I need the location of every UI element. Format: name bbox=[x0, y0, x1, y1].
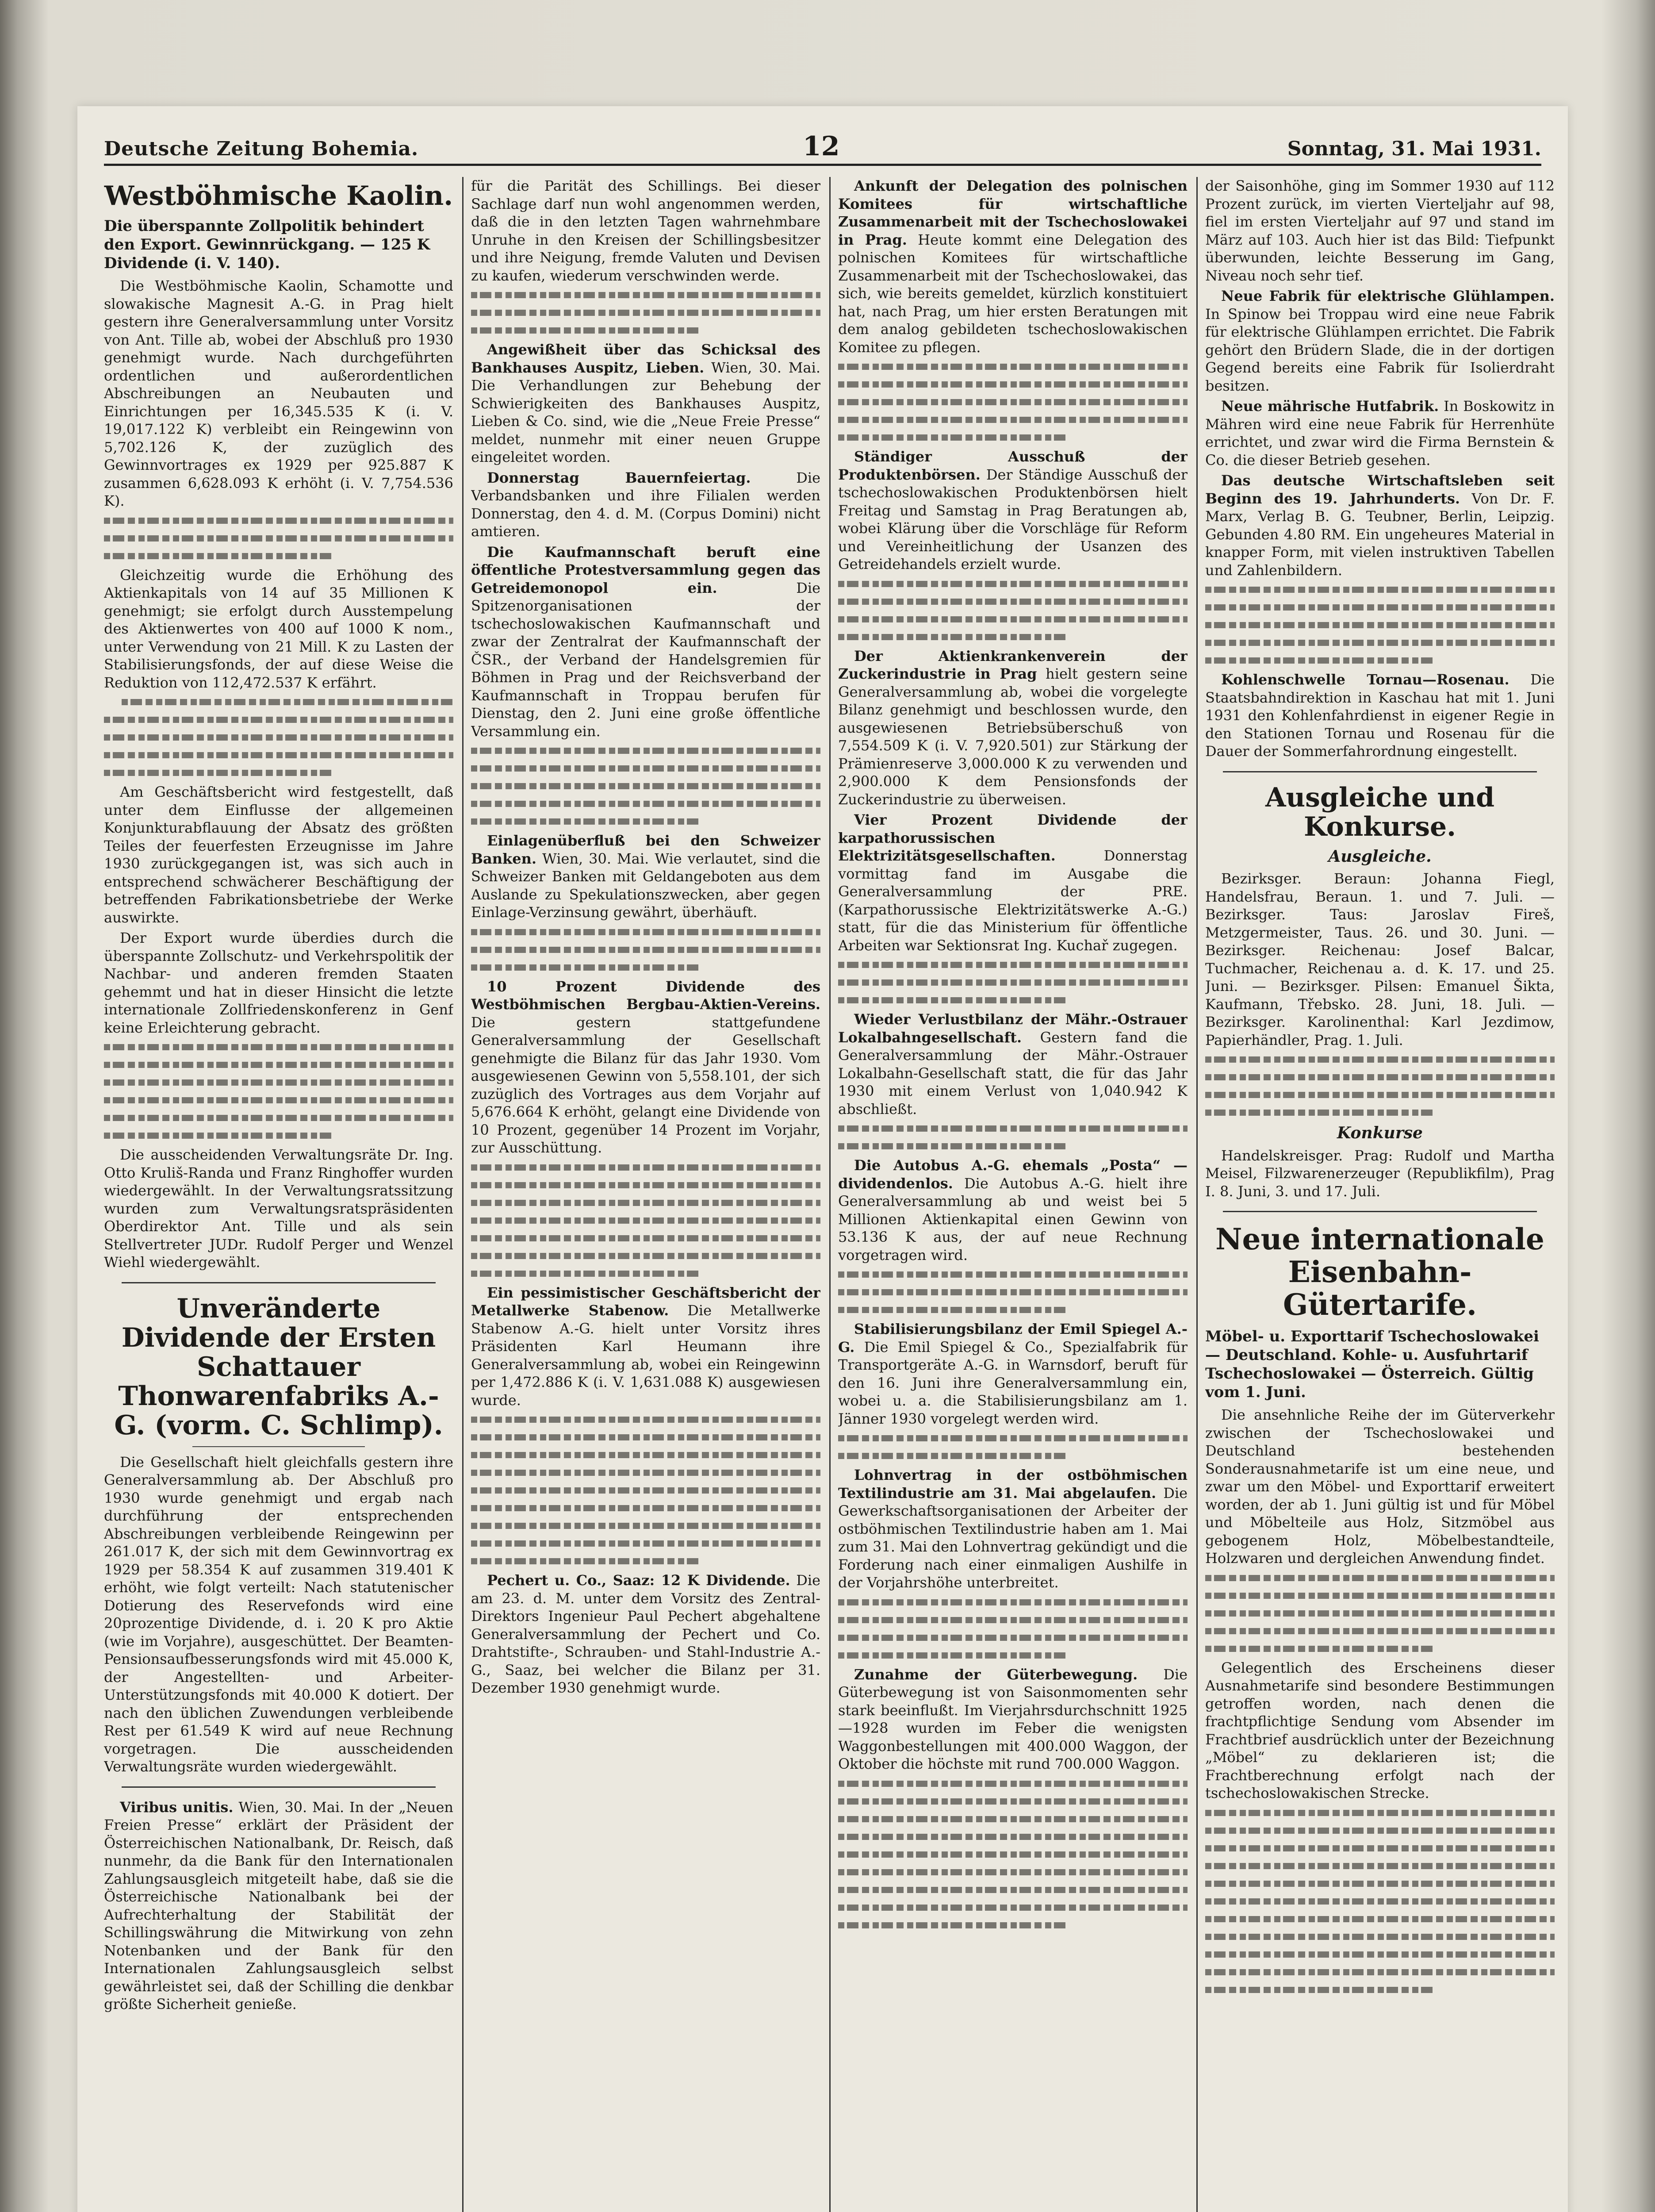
column-rule bbox=[462, 177, 464, 2212]
text-line bbox=[1205, 1105, 1555, 1120]
article-text: Die Emil Spiegel & Co., Spezialfabrik für Transportgeräte A.-G. in Warnsdorf, beruft für den 16. Juni ihre Generalversammlung ein, wobei u. a. die Stabilisierungsbilanz am 1. Jänner 1930 vorgelegt werden wird. bbox=[838, 1338, 1188, 1427]
text-line bbox=[471, 1248, 820, 1263]
text-line bbox=[838, 1648, 1188, 1663]
text-line bbox=[838, 957, 1188, 972]
newspaper-page bbox=[77, 106, 1568, 2212]
article-lead: Lohnvertrag in der ostböhmischen Textilindustrie am 31. Mai abgelaufen. bbox=[838, 1467, 1188, 1502]
article-paragraph bbox=[838, 811, 1188, 954]
text-line bbox=[1205, 1052, 1555, 1067]
article-paragraph: Der Export wurde überdies durch die überspannte Zollschutz- und Verkehrspolitik der Nachbar- und anderen fremden Staaten gehemmt und hat in dieser Hinsicht die letzte internationale Zollfriedenskonferenz in Genf keine Erleichterung gebracht. bbox=[104, 929, 453, 1036]
article-paragraph: Die Gesellschaft hielt gleichfalls gestern ihre Generalversammlung ab. Der Abschluß pro 1930 wurde genehmigt und ergab nach durchführung der entsprechenden Abschreibungen verbleibende Reingewinn per 261.017 K, der sich mit dem Gewinnvortrag ex 1929 per 58.354 K auf zusammen 319.401 K erhöht, wie folgt verteilt: Nach statutenischer Dotierung des Reservefonds wird eine 20prozentige Dividende, d. i. 20 K pro Aktie (wie im Vorjahre), ausgeschüttet. Der Beamten-Pensionsaufbesserungsfonds wird mit 45.000 K, der Angestellten- und Arbeiter-Unterstützungsfonds mit 40.000 K dotiert. Der nach den üblichen Zuwendungen verbleibende Rest per 61.549 K wird auf neue Rechnung vorgetragen. Die ausscheidenden Verwaltungsräte wurden wiedergewählt. bbox=[104, 1453, 453, 1775]
text-line bbox=[1205, 1912, 1555, 1926]
article-text: Die Güterbewegung ist von Saisonmomenten sehr stark beeinflußt. Im Vierjahrsdurchschnitt 1925—1928 wurden im Feber die wenigsten Waggonbestellungen mit 400.000 Waggon, der Oktober die höchste mit rund 700.000 Waggon. bbox=[838, 1666, 1188, 1772]
column-1 bbox=[104, 177, 453, 2212]
text-line bbox=[1205, 1606, 1555, 1621]
text-line bbox=[838, 1613, 1188, 1627]
article-paragraph bbox=[838, 1010, 1188, 1118]
text-line bbox=[1205, 1982, 1555, 1997]
text-line bbox=[1205, 600, 1555, 614]
article-divider bbox=[1223, 1211, 1537, 1212]
text-line bbox=[1205, 1641, 1555, 1656]
article-paragraph: Gleichzeitig wurde die Erhöhung des Aktienkapitals von 14 auf 35 Millionen K genehmigt; sie erfolgt durch Ausstempelung des Aktienwertes von 400 auf 1000 K nom., unter Verwendung von 21 Mill. K zu Lasten der Stabilisierungsfonds, der auf diese Weise die Reduktion von 112,472.537 K erfährt. bbox=[104, 566, 453, 691]
article-divider bbox=[122, 1282, 436, 1283]
text-line bbox=[471, 1501, 820, 1515]
text-line bbox=[838, 1812, 1188, 1826]
text-line bbox=[104, 549, 453, 563]
text-line bbox=[471, 942, 820, 957]
text-line bbox=[471, 1231, 820, 1245]
article-text: Die Gewerkschaftsorganisationen der Arbeiter der ostböhmischen Textilindustrie haben am 1. Mai zum 31. Mai den Lohnvertrag gekündigt und die Forderung nach einer einmaligen Aushilfe in der Vorjahrshöhe unterbreitet. bbox=[838, 1484, 1188, 1591]
text-line bbox=[838, 1776, 1188, 1791]
article-paragraph bbox=[471, 469, 820, 541]
article-text: Die gestern stattgefundene Generalversammlung der Gesellschaft genehmigte die Bilanz für das Jahr 1930. Vom ausgewiesenen Gewinn von 5,558.101, der sich zuzüglich des Vortrages aus dem Vorjahr auf 5,676.664 K erhöht, gelangt eine Dividende von 10 Prozent, gegenüber 14 Prozent im Vorjahr, zur Ausschüttung. bbox=[471, 1014, 820, 1156]
article-lead: Neue Fabrik für elektrische Glühlampen. bbox=[1221, 288, 1555, 304]
article-paragraph bbox=[471, 978, 820, 1157]
text-line bbox=[838, 1595, 1188, 1609]
article-lead: Zunahme der Güterbewegung. bbox=[854, 1666, 1138, 1683]
text-line bbox=[838, 1900, 1188, 1915]
article-lead: Einlagenüberfluß bei den Schweizer Banken. bbox=[471, 832, 820, 867]
text-line bbox=[1205, 1070, 1555, 1084]
article-lead: Ein pessimistischer Geschäftsbericht der Metallwerke Stabenow. bbox=[471, 1284, 820, 1319]
text-line bbox=[471, 1213, 820, 1228]
text-line bbox=[838, 1865, 1188, 1879]
article-lead: Die Kaufmannschaft beruft eine öffentliche Protestversammlung gegen das Getreidemonopol ein. bbox=[471, 543, 820, 596]
text-line bbox=[471, 925, 820, 939]
article-text: Die am 23. d. M. unter dem Vorsitz des Zentral-Direktors Ingenieur Paul Pechert abgehaltene Generalversammlung der Pechert und Co. Drahtstifte-, Schrauben- und Stahl-Industrie A.-G., Saaz, bei welcher die Bilanz per 31. Dezember 1930 genehmigt wurde. bbox=[471, 1572, 820, 1696]
text-line bbox=[104, 513, 453, 528]
text-line bbox=[471, 1448, 820, 1462]
page-number: 12 bbox=[803, 131, 840, 162]
article-paragraph: für die Parität des Schillings. Bei dieser Sachlage darf nun wohl angenommen werden, daß die in den letzten Tagen wahrnehmbare Unruhe in den Kreisen der Schillingsbesitzer und ihre Neigung, fremde Valuten und Devisen zu kaufen, wiederum verschwinden werde. bbox=[471, 177, 820, 284]
text-line bbox=[838, 1267, 1188, 1282]
headline-rule bbox=[192, 1446, 365, 1447]
article-lead: Stabilisierungsbilanz der Emil Spiegel A.-G. bbox=[838, 1321, 1188, 1356]
masthead: Deutsche Zeitung Bohemia. bbox=[104, 138, 419, 160]
article-paragraph: Die ausscheidenden Verwaltungsräte Dr. Ing. Otto Kruliš-Randa und Franz Ringhoffer wurden wiedergewählt. In der Verwaltungsratssitzung wurden zum Verwaltungsratspräsidenten Oberdirektor Ant. Tille und als sein Stellvertreter JUDr. Rudolf Perger und Wenzel Wiehl wiedergewählt. bbox=[104, 1146, 453, 1271]
text-line bbox=[471, 1430, 820, 1444]
text-line bbox=[1205, 1859, 1555, 1873]
text-line bbox=[838, 1139, 1188, 1153]
article-paragraph bbox=[1205, 287, 1555, 395]
text-line bbox=[1205, 1841, 1555, 1855]
issue-date: Sonntag, 31. Mai 1931. bbox=[1287, 138, 1541, 160]
text-line bbox=[471, 1536, 820, 1551]
article-paragraph bbox=[838, 1320, 1188, 1428]
article-paragraph bbox=[471, 832, 820, 922]
article-paragraph bbox=[838, 1156, 1188, 1264]
text-line bbox=[104, 1110, 453, 1125]
text-line bbox=[471, 1160, 820, 1175]
article-paragraph bbox=[1205, 671, 1555, 760]
text-line bbox=[471, 1412, 820, 1427]
text-line bbox=[471, 743, 820, 758]
article-lead: Ständiger Ausschuß der Produktenbörsen. bbox=[838, 448, 1188, 483]
text-line bbox=[838, 576, 1188, 591]
column-4 bbox=[1205, 177, 1555, 2212]
text-line bbox=[838, 412, 1188, 427]
article-text: Wien, 30. Mai. Die Verhandlungen zur Behebung der Schwierigkeiten des Bankhauses Auspitz, Lieben & Co. sind, wie die „Neue Freie Presse“ meldet, nunmehr mit einer neuen Gruppe eingeleitet worden. bbox=[471, 359, 820, 465]
article-paragraph bbox=[471, 1571, 820, 1697]
text-line bbox=[1205, 1876, 1555, 1891]
article-lead: Neue mährische Hutfabrik. bbox=[1221, 398, 1439, 415]
text-line bbox=[838, 1847, 1188, 1862]
text-line bbox=[104, 1075, 453, 1090]
article-paragraph: Handelskreisger. Prag: Rudolf und Martha Meisel, Filzwarenerzeuger (Republikfilm), Prag I. 8. Juni, 3. und 17. Juli. bbox=[1205, 1147, 1555, 1200]
article-paragraph bbox=[838, 647, 1188, 809]
text-line bbox=[838, 1302, 1188, 1317]
article-paragraph bbox=[471, 543, 820, 741]
article-text: hielt gestern seine Generalversammlung ab, wobei die vorgelegte Bilanz genehmigt und beschlossen wurde, den ausgewiesenen Betriebsüberschuß von 7,554.509 K (i. V. 7,920.501) zur Stärkung der Prämienreserve 3,000.000 K zu verwenden und 2,900.000 K dem Pensionsfonds der Zuckerindustrie zu überweisen. bbox=[838, 665, 1188, 808]
column-2 bbox=[471, 177, 820, 2212]
article-text: In Boskowitz in Mähren wird eine neue Fabrik für Herrenhüte errichtet, und zwar wird die Firma Bernstein & Co. die dieser Betrieb gesehen. bbox=[1205, 398, 1555, 469]
text-line bbox=[471, 1518, 820, 1533]
article-divider bbox=[1223, 771, 1537, 772]
text-line bbox=[1205, 1947, 1555, 1962]
text-line bbox=[838, 1448, 1188, 1463]
column-3 bbox=[838, 177, 1188, 2212]
article-text: Die Metallwerke Stabenow A.-G. hielt unter Vorsitz ihres Präsidenten Karl Heumann ihre Generalversammlung ab, wobei ein Reingewinn per 1,472.886 K (i. V. 1,631.088 K) ausgewiesen wurde. bbox=[471, 1302, 820, 1409]
article-paragraph: Bezirksger. Beraun: Johanna Fiegl, Handelsfrau, Beraun. 1. und 7. Juli. — Bezirksger. Taus: Jaroslav Fireš, Metzgermeister, Taus. 26. und 30. Juni. — Bezirksger. Reichenau: Josef Balcar, Tuchmacher, Reichenau a. d. K. 17. und 25. Juni. — Bezirksger. Pilsen: Emanuel Šikta, Kaufmann, Třebsko. 28. Juni, 18. Juli. — Bezirksger. Karolinenthal: Karl Jezdimow, Papierhändler, Prag. 1. Juli. bbox=[1205, 870, 1555, 1048]
article-text: Die Spitzenorganisationen der tschechoslowakischen Kaufmannschaft und zwar der Zentralrat der Kaufmannschaft der ČSR., der Verband der Handelsgremien für Böhmen in Prag und der Reichsverband der Kaufmannschaft in Troppau berufen für Dienstag, den 2. Juni eine große öffentliche Versammlung ein. bbox=[471, 579, 820, 740]
text-line bbox=[1205, 1805, 1555, 1820]
text-line bbox=[838, 612, 1188, 626]
article-lead: Pechert u. Co., Saaz: 12 K Dividende. bbox=[487, 1572, 790, 1589]
text-line bbox=[838, 395, 1188, 409]
article-paragraph bbox=[471, 1284, 820, 1409]
text-line bbox=[104, 748, 453, 762]
text-line bbox=[1205, 1087, 1555, 1102]
article-text: Wien, 30. Mai. In der „Neuen Freien Presse“ erklärt der Präsident der Österreichischen Nationalbank, Dr. Reisch, daß nunmehr, da die Bank für den Internationalen Zahlungsausgleich mitgeteilt habe, daß sie die Österreichische Nationalbank bei der Aufrechterhaltung der Stabilität der Schillingswährung die Mitwirkung von zehn Notenbanken und der Bank für den Internationalen Zahlungsausgleich selbst gewährleistet sei, daß der Schilling die denkbar größte Sicherheit genieße. bbox=[104, 1798, 453, 2012]
text-line bbox=[1205, 1823, 1555, 1838]
article-text: Die Staatsbahndirektion in Kaschau hat mit 1. Juni 1931 den Kohlenfahrdienst in eigener Regie in den Stationen Tornau und Rosenau für die Dauer der Sommerfahrordnung eingestellt. bbox=[1205, 671, 1555, 760]
article-text: Die Verbandsbanken und ihre Filialen werden Donnerstag, den 4. d. M. (Corpus Domini) nicht amtieren. bbox=[471, 469, 820, 540]
text-line bbox=[838, 1121, 1188, 1136]
text-line bbox=[838, 594, 1188, 609]
article-headline: Unveränderte Dividende der Ersten Schattauer Thonwarenfabriks A.-G. (vorm. C. Schlimp). bbox=[114, 1293, 443, 1441]
text-line bbox=[1205, 1624, 1555, 1638]
text-line bbox=[838, 359, 1188, 374]
section-label: Ausgleiche. bbox=[1328, 847, 1432, 866]
text-line bbox=[471, 288, 820, 302]
text-line bbox=[838, 1431, 1188, 1445]
text-line bbox=[1205, 653, 1555, 668]
article-subhead: Die überspannte Zollpolitik behindert den Export. Gewinnrückgang. — 125 K Dividende (i. V. 140). bbox=[104, 217, 430, 272]
article-paragraph bbox=[838, 1466, 1188, 1592]
text-line bbox=[1205, 1929, 1555, 1944]
text-line bbox=[1205, 582, 1555, 597]
text-line bbox=[104, 1057, 453, 1072]
text-line bbox=[838, 1918, 1188, 1932]
article-paragraph: Die ansehnliche Reihe der im Güterverkehr zwischen der Tschechoslowakei und Deutschland bestehenden Sonderausnahmetarife ist um eine neue, und zwar um den Möbel- und Exporttarif erweitert worden, der ab 1. Juni gültig ist und für Möbel und Möbelteile aus Holz, Sitzmöbel aus gebogenem Holz, Möbelbestandteile, Holzwaren und dergleichen Anwendung findet. bbox=[1205, 1406, 1555, 1567]
article-text: In Spinow bei Troppau wird eine neue Fabrik für elektrische Glühlampen errichtet. Die Fabrik gehört den Brüdern Slade, die in der dortigen Gegend bereits eine Fabrik für Isolierdraht besitzen. bbox=[1205, 305, 1555, 394]
text-line bbox=[838, 630, 1188, 644]
article-text: Wien, 30. Mai. Wie verlautet, sind die Schweizer Banken mit Geldangeboten aus dem Auslande zu Spekulationszwecken, aber gegen Einlage-Verzinsung gewährt, überhäuft. bbox=[471, 850, 820, 921]
article-paragraph bbox=[1205, 472, 1555, 579]
text-line bbox=[471, 1483, 820, 1498]
text-line bbox=[838, 1285, 1188, 1299]
article-paragraph bbox=[1205, 397, 1555, 469]
article-text: Donnerstag vormittag fand im Ausgabe die Generalversammlung der PRE. (Karpathorussische Elektrizitätswerke A.-G.) statt, für die das Ministerium für öffentliche Arbeiten war Sektionsrat Ing. Kuchař zugegen. bbox=[838, 847, 1188, 954]
article-lead: Viribus unitis. bbox=[120, 1798, 234, 1816]
column-rule bbox=[829, 177, 831, 2212]
article-text: Von Dr. F. Marx, Verlag B. G. Teubner, Berlin, Leipzig. Gebunden 4.80 RM. Ein ungeheures Material in knapper Form, mit vielen instruktiven Tabellen und Zahlenbildern. bbox=[1205, 490, 1555, 579]
text-line bbox=[1205, 1965, 1555, 1979]
text-line bbox=[1205, 1571, 1555, 1585]
article-headline: Westböhmische Kaolin. bbox=[104, 180, 453, 211]
text-line bbox=[471, 814, 820, 829]
text-line bbox=[1205, 1894, 1555, 1909]
text-line bbox=[104, 712, 453, 727]
text-line bbox=[838, 377, 1188, 392]
text-line bbox=[104, 1040, 453, 1054]
article-paragraph bbox=[838, 177, 1188, 356]
text-line bbox=[1205, 618, 1555, 632]
article-subhead: Möbel- u. Exporttarif Tschechoslowakei — Deutschland. Kohle- u. Ausfuhrtarif Tschechoslowakei — Österreich. Gültig vom 1. Juni. bbox=[1205, 1328, 1539, 1401]
text-line bbox=[838, 1829, 1188, 1844]
text-line bbox=[471, 1554, 820, 1568]
article-lead: Das deutsche Wirtschaftsleben seit Beginn des 19. Jahrhunderts. bbox=[1205, 472, 1555, 507]
text-line bbox=[104, 765, 453, 780]
text-line bbox=[838, 993, 1188, 1007]
text-line bbox=[838, 975, 1188, 990]
article-lead: Kohlenschwelle Tornau—Rosenau. bbox=[1221, 671, 1509, 688]
article-paragraph bbox=[471, 341, 820, 466]
section-headline: Ausgleiche und Konkurse. bbox=[1265, 782, 1495, 842]
text-line bbox=[838, 1630, 1188, 1645]
article-text: Die Autobus A.-G. hielt ihre Generalversammlung ab und weist bei 5 Millionen Aktienkapital einen Gewinn von 53.136 K aus, der auf neue Rechnung vorgetragen wird. bbox=[838, 1175, 1188, 1263]
article-text: Gestern fand die Generalversammlung der Mähr.-Ostrauer Lokalbahn-Gesellschaft statt, die für das Jahr 1930 mit einem Verlust von 1,040.942 K abschließt. bbox=[838, 1029, 1188, 1118]
article-paragraph bbox=[838, 448, 1188, 573]
article-text: Der Ständige Ausschuß der tschechoslowakischen Produktenbörsen hielt Freitag und Samstag in Prag Beratungen ab, wobei Klärung über die Vorschläge für Reform und Vereinheitlichung der Usanzen des Getreidehandels erzielt wurde. bbox=[838, 466, 1188, 572]
article-headline: Neue internationale Eisenbahn-Gütertarife. bbox=[1215, 1222, 1544, 1322]
article-lead: Der Aktienkrankenverein der Zuckerindustrie in Prag bbox=[838, 647, 1188, 682]
text-line bbox=[471, 761, 820, 776]
article-divider bbox=[122, 1786, 436, 1788]
article-paragraph: Die Westböhmische Kaolin, Schamotte und slowakische Magnesit A.-G. in Prag hielt gestern ihre Generalversammlung unter Vorsitz von Ant. Tille ab, wobei der Abschluß pro 1930 genehmigt wurde. Nach durchgeführten ordentlichen und außerordentlichen Abschreibungen an Neubauten und Einrichtungen per 16,345.535 K (i. V. 19,017.122 K) verbleibt ein Reingewinn von 5,702.126 K, der zuzüglich des Gewinnvortrages ex 1929 per 925.887 K zusammen 6,628.093 K erhöht (i. V. 7,754.536 K). bbox=[104, 277, 453, 509]
text-line bbox=[838, 430, 1188, 445]
text-line bbox=[471, 1195, 820, 1210]
text-line bbox=[471, 796, 820, 811]
article-lead: Vier Prozent Dividende der karpathorussischen Elektrizitätsgesellschaften. bbox=[838, 811, 1188, 864]
article-paragraph: der Saisonhöhe, ging im Sommer 1930 auf 112 Prozent zurück, im vierten Vierteljahr auf 98, fiel im ersten Vierteljahr auf 97 und stand im März auf 103. Auch hier ist das Bild: Tiefpunkt überwunden, leichte Besserung im Gang, Niveau noch sehr tief. bbox=[1205, 177, 1555, 284]
article-paragraph: Gelegentlich des Erscheinens dieser Ausnahmetarife sind besondere Bestimmungen getroffen worden, nach denen die frachtpflichtige Sendung vom Absender im Frachtbrief ausdrücklich unter der Bezeichnung „Möbel“ zu deklarieren ist; die Frachtberechnung erfolgt nach der tschechoslowakischen Strecke. bbox=[1205, 1659, 1555, 1801]
article-paragraph bbox=[104, 1798, 453, 2013]
text-line bbox=[104, 1093, 453, 1107]
article-paragraph bbox=[838, 1666, 1188, 1773]
text-line bbox=[471, 960, 820, 975]
text-line bbox=[104, 1128, 453, 1143]
article-lead: Die Autobus A.-G. ehemals „Posta“ — dividendenlos. bbox=[838, 1157, 1188, 1192]
article-lead: 10 Prozent Dividende des Westböhmischen Bergbau-Aktien-Vereins. bbox=[471, 978, 820, 1013]
text-line bbox=[471, 1266, 820, 1281]
page-header bbox=[104, 133, 1541, 166]
text-line bbox=[104, 695, 453, 709]
text-line bbox=[471, 1465, 820, 1480]
text-line bbox=[1205, 635, 1555, 650]
text-line bbox=[471, 1178, 820, 1192]
article-lead: Wieder Verlustbilanz der Mähr.-Ostrauer Lokalbahngesellschaft. bbox=[838, 1011, 1188, 1046]
article-text: Heute kommt eine Delegation des polnischen Komitees für wirtschaftliche Zusammenarbeit mit der Tschechoslowakei, das sich, wie bereits gemeldet, kürzlich konstituiert hat, nach Prag, um hier ersten Beratungen mit dem analog gebildeten tschechoslowakischen Komitee zu pflegen. bbox=[838, 231, 1188, 356]
article-lead: Angewißheit über das Schicksal des Bankhauses Auspitz, Lieben. bbox=[471, 341, 820, 376]
text-line bbox=[104, 730, 453, 745]
article-paragraph: Am Geschäftsbericht wird festgestellt, daß unter dem Einflusse der allgemeinen Konjunkturabflauung der Absatz des größten Teiles der feuerfesten Erzeugnisse im Jahre 1930 zurückgegangen ist, was sich auch in entsprechend schwächerer Beschäftigung der betreffenden Fabrikationsbetriebe der Werke auswirkte. bbox=[104, 783, 453, 926]
article-lead: Donnerstag Bauernfeiertag. bbox=[487, 469, 751, 486]
text-line bbox=[1205, 1588, 1555, 1603]
text-line bbox=[838, 1794, 1188, 1809]
article-lead: Ankunft der Delegation des polnischen Komitees für wirtschaftliche Zusammenarbeit mit der Tschechoslowakei in Prag. bbox=[838, 177, 1188, 248]
text-line bbox=[471, 779, 820, 793]
column-rule bbox=[1196, 177, 1198, 2212]
text-line bbox=[838, 1882, 1188, 1897]
text-line bbox=[471, 305, 820, 320]
text-line bbox=[104, 531, 453, 545]
text-line bbox=[471, 323, 820, 338]
section-label: Konkurse bbox=[1337, 1124, 1423, 1142]
